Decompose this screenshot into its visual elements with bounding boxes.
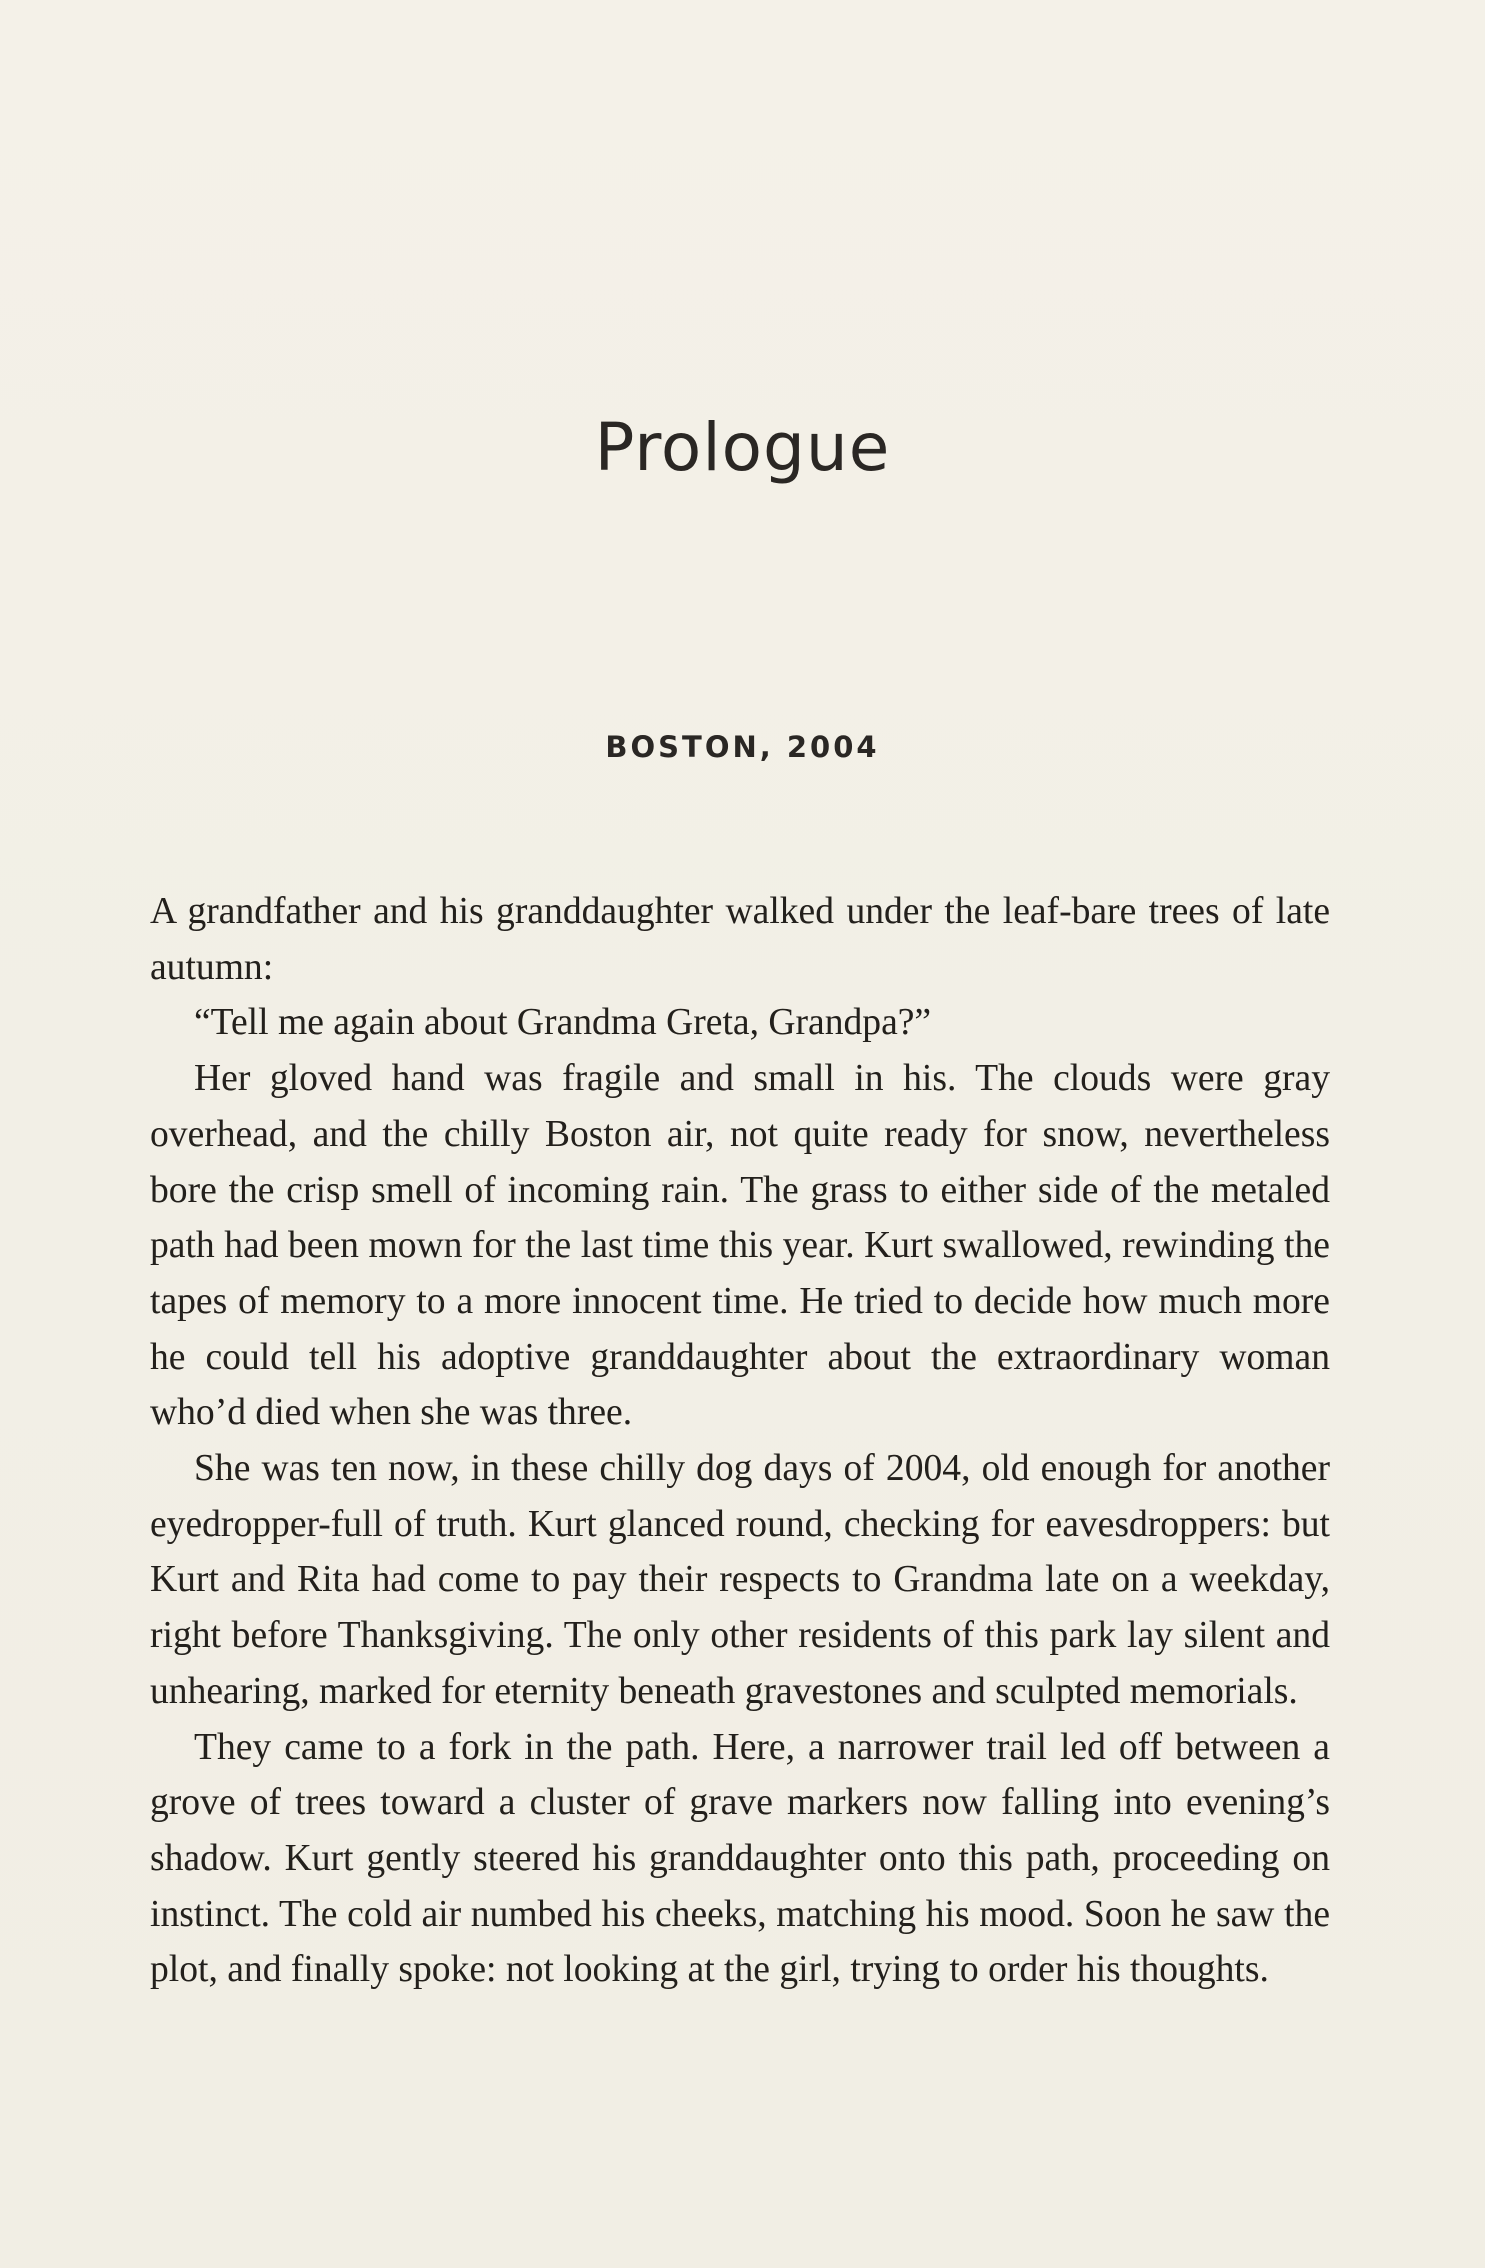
chapter-title: Prologue — [594, 409, 891, 486]
paragraph-1: A grandfather and his granddaughter walked under the leaf-bare trees of late autumn: — [150, 891, 1330, 988]
paragraph-3: Her gloved hand was fragile and small in his. The clouds were gray overhead, and the chilly Boston air, not quite ready for snow, nevertheless bore the crisp smell of incoming rain. The grass to either side of the metaled path had been mown for the last time this year. Kurt swallowed, rewinding the tapes of memory to a more innocent time. He tried to decide how much more he could tell his adoptive granddaughter about the extraordinary woman who’d died when she was three. — [150, 1058, 1330, 1434]
body-text — [150, 884, 1330, 1998]
paragraph-2: “Tell me again about Grandma Greta, Grandpa?” — [194, 1002, 932, 1044]
chapter-location: BOSTON, 2004 — [605, 730, 880, 764]
paragraph-4: She was ten now, in these chilly dog days of 2004, old enough for another eyedropper-full of truth. Kurt glanced round, checking for eavesdroppers: but Kurt and Rita had come to pay their respects to Grandma late on a weekday, right before Thanksgiving. The only other residents of this park lay silent and unhearing, marked for eternity beneath gravestones and sculpted memorials. — [150, 1448, 1330, 1712]
paragraph-5: They came to a fork in the path. Here, a narrower trail led off between a grove of trees toward a cluster of grave markers now falling into evening’s shadow. Kurt gently steered his granddaughter onto this path, proceeding on instinct. The cold air numbed his cheeks, matching his mood. Soon he saw the plot, and finally spoke: not looking at the girl, trying to order his thoughts. — [150, 1726, 1330, 1991]
